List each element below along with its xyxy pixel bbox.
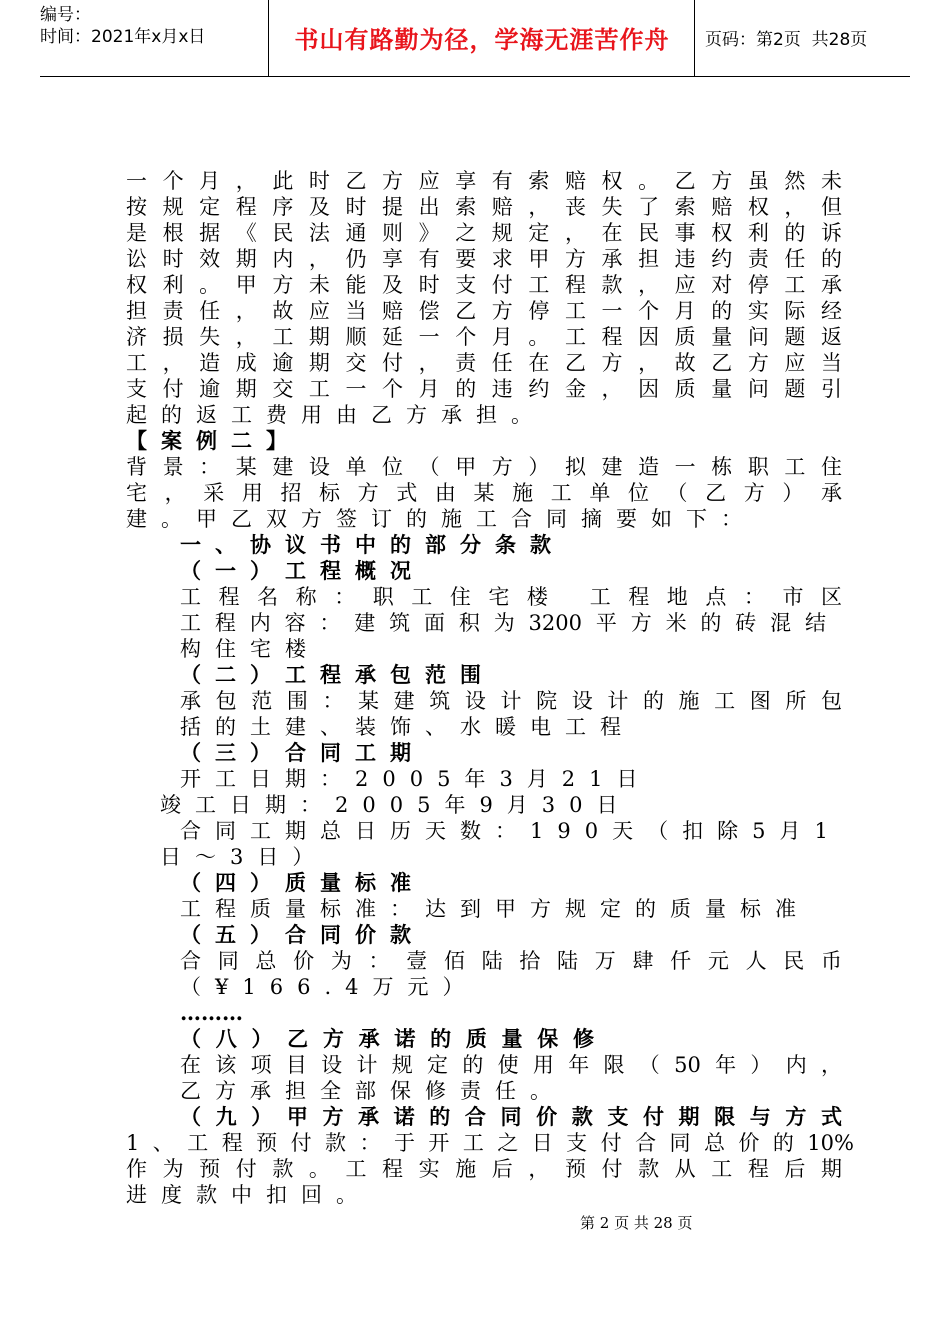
text-line: （¥166.4万元） [180,975,478,999]
text-line: 承包范围：某建筑设计院设计的施工图所包 [180,689,842,713]
text-line: 起的返工费用由乙方承担。 [126,403,546,427]
section-heading: 一、协议书中的部分条款 [180,532,565,557]
ellipsis-line: ……… [180,1000,243,1025]
text-line: 工程质量标准：达到甲方规定的质量标准 [180,897,810,921]
document-time-label: 时间：2021年x月x日 [40,27,206,47]
page-header [40,0,910,77]
text-line: 权利。甲方未能及时支付工程款，应对停工承 [126,273,842,297]
header-divider [694,0,695,76]
document-number-label: 编号： [40,5,91,25]
header-motto: 书山有路勤为径，学海无涯苦作舟 [294,26,670,54]
subsection-heading: （四）质量标准 [180,870,425,895]
case-heading: 【案例二】 [126,428,301,453]
text-line: 支付逾期交工一个月的违约金，因质量问题引 [126,377,842,401]
text-line: 是根据《民法通则》之规定，在民事权利的诉 [126,221,842,245]
text-line: 一个月，此时乙方应享有索赔权。乙方虽然未 [126,169,842,193]
text-line: 讼时效期内，仍享有要求甲方承担违约责任的 [126,247,842,271]
text-line: 合同总价为：壹佰陆拾陆万肆仟元人民币 [180,949,842,973]
text-line: 背景：某建设单位（甲方）拟建造一栋职工住 [126,455,842,479]
text-line: 构住宅楼 [180,637,320,661]
text-line: 括的土建、装饰、水暖电工程 [180,715,635,739]
text-line: 作为预付款。工程实施后，预付款从工程后期 [126,1157,842,1181]
text-line: 宅，采用招标方式由某施工单位（乙方）承 [126,481,842,505]
text-line: 工程内容：建筑面积为3200平方米的砖混结 [180,611,826,635]
text-line: 工，造成逾期交付，责任在乙方，故乙方应当 [126,351,842,375]
header-divider [268,0,269,76]
text-line: 日～3日） [160,845,328,869]
text-line: 进度款中扣回。 [126,1183,371,1207]
text-line: 乙方承担全部保修责任。 [180,1079,565,1103]
subsection-heading: （五）合同价款 [180,922,425,947]
header-page-info: 页码：第2页 共28页 [705,30,868,50]
text-line: 开工日期：2005年3月21日 [180,767,652,791]
text-line: 建。甲乙双方签订的施工合同摘要如下： [126,507,756,531]
subsection-heading: （三）合同工期 [180,740,425,765]
text-line: 在该项目设计规定的使用年限（50年）内， [180,1053,842,1077]
text-line: 按规定程序及时提出索赔，丧失了索赔权，但 [126,195,842,219]
text-line: 1、工程预付款：于开工之日支付合同总价的10% [126,1131,854,1155]
page-footer: 第 2 页 共 28 页 [580,1214,693,1232]
subsection-heading: （九）甲方承诺的合同价款支付期限与方式 [180,1104,842,1129]
subsection-heading: （八）乙方承诺的质量保修 [180,1026,594,1051]
text-line: 担责任，故应当赔偿乙方停工一个月的实际经 [126,299,842,323]
text-line: 工程名称：职工住宅楼 工程地点：市区 [180,585,842,609]
subsection-heading: （一）工程概况 [180,558,425,583]
subsection-heading: （二）工程承包范围 [180,662,495,687]
header-meta [40,4,268,48]
text-line: 竣工日期：2005年9月30日 [160,793,632,817]
text-line: 合同工期总日历天数：190天（扣除5月1 [180,819,842,843]
text-line: 济损失，工期顺延一个月。工程因质量问题返 [126,325,842,349]
